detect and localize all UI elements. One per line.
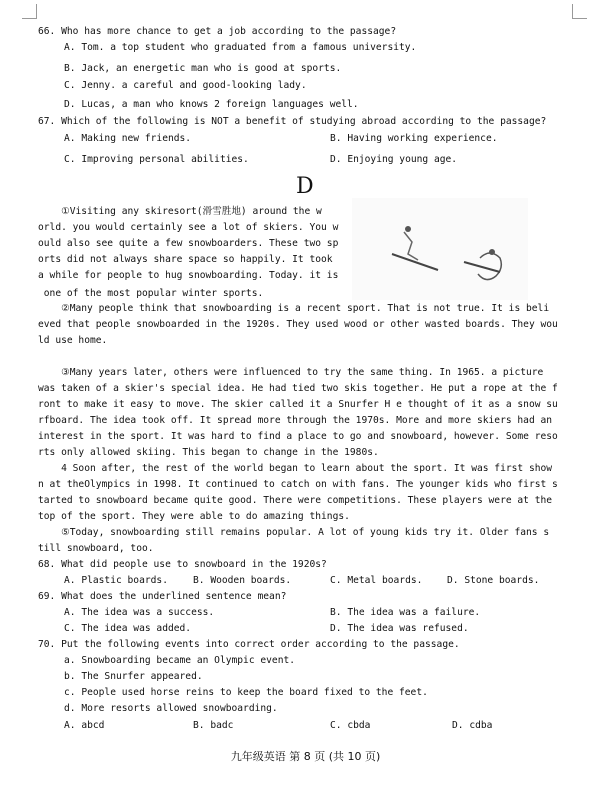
passage-p1-line2: orld. you would certainly see a lot of skiers. You w	[38, 222, 339, 233]
passage-p4-line1: 4 Soon after, the rest of the world began to learn about the sport. It was first show	[38, 463, 553, 474]
q69-option-c: C. The idea was added.	[64, 623, 192, 634]
q70-option-b: B. badc	[193, 720, 234, 731]
passage-p2-line2: eved that people snowboarded in the 1920s. They used wood or other wasted boards. They wou	[38, 319, 558, 330]
passage-p3-line1: ③Many years later, others were influenced to try the same thing. In 1965. a picture	[38, 367, 544, 378]
q70-event-d: d. More resorts allowed snowboarding.	[64, 703, 278, 714]
q70-event-a: a. Snowboarding became an Olympic event.	[64, 655, 296, 666]
passage-p1-line3: ould also see quite a few snowboarders. These two sp	[38, 238, 339, 249]
passage-p4-line4: top of the sport. They were able to do amazing things.	[38, 511, 350, 522]
q69-stem: 69. What does the underlined sentence mean?	[38, 591, 287, 602]
snowboarder-illustration	[352, 198, 528, 300]
q66-option-c: C. Jenny. a careful and good-looking lady.	[64, 80, 307, 91]
q67-option-d: D. Enjoying young age.	[330, 154, 458, 165]
passage-p3-line6: rts only allowed skiing. This began to change in the 1980s.	[38, 447, 379, 458]
q68-option-d: D. Stone boards.	[447, 575, 540, 586]
passage-p3-line3: ront to make it easy to move. The skier called it a Snurfer H e thought of it as a snow su	[38, 399, 558, 410]
passage-p3-line2: was taken of a skier's special idea. He had tied two skis together. He put a rope at the f	[38, 383, 558, 394]
corner-mark-top-left	[22, 4, 37, 19]
q67-stem: 67. Which of the following is NOT a benefit of studying abroad according to the passage?	[38, 116, 547, 127]
q66-stem: 66. Who has more chance to get a job according to the passage?	[38, 26, 397, 37]
q68-stem: 68. What did people use to snowboard in the 1920s?	[38, 559, 327, 570]
q67-option-c: C. Improving personal abilities.	[64, 154, 249, 165]
q67-option-a: A. Making new friends.	[64, 133, 192, 144]
q70-option-c: C. cbda	[330, 720, 371, 731]
q68-option-c: C. Metal boards.	[330, 575, 423, 586]
q69-option-d: D. The idea was refused.	[330, 623, 469, 634]
q68-option-a: A. Plastic boards.	[64, 575, 168, 586]
passage-p3-line4: rfboard. The idea took off. It spread more through the 1970s. More and more skiers had an	[38, 415, 553, 426]
q70-stem: 70. Put the following events into correct order according to the passage.	[38, 639, 460, 650]
passage-p2-line1: ②Many people think that snowboarding is a recent sport. That is not true. It is beli	[38, 303, 550, 314]
q70-option-d: D. cdba	[452, 720, 493, 731]
q66-option-d: D. Lucas, a man who knows 2 foreign languages well.	[64, 99, 359, 110]
q69-option-b: B. The idea was a failure.	[330, 607, 481, 618]
page-footer: 九年级英语 第 8 页 (共 10 页)	[230, 750, 381, 763]
q66-option-a: A. Tom. a top student who graduated from a famous university.	[64, 42, 417, 53]
passage-p5-line2: till snowboard, too.	[38, 543, 154, 554]
passage-p4-line2: n at theOlympics in 1998. It continued to catch on with fans. The younger kids who first s	[38, 479, 558, 490]
passage-p2-line3: ld use home.	[38, 335, 108, 346]
passage-p1-line6: one of the most popular winter sports.	[38, 288, 264, 299]
passage-p5-line1: ⑤Today, snowboarding still remains popular. A lot of young kids try it. Older fans s	[38, 527, 550, 538]
passage-p3-line5: interest in the sport. It was hard to find a place to go and snowboard, however. Some reso	[38, 431, 558, 442]
q70-event-c: c. People used horse reins to keep the board fixed to the feet.	[64, 687, 428, 698]
corner-mark-top-right	[572, 4, 587, 19]
q66-option-b: B. Jack, an energetic man who is good at sports.	[64, 63, 342, 74]
q67-option-b: B. Having working experience.	[330, 133, 498, 144]
q68-option-b: B. Wooden boards.	[193, 575, 292, 586]
passage-p1-line5: a while for people to hug snowboarding. Today. it is	[38, 270, 339, 281]
passage-p4-line3: tarted to snowboard became quite good. There were competitions. These players were at the	[38, 495, 553, 506]
passage-p1-line4: orts did not always share space so happily. It took	[38, 254, 333, 265]
q70-event-b: b. The Snurfer appeared.	[64, 671, 203, 682]
q70-option-a: A. abcd	[64, 720, 105, 731]
passage-p1-line1: ①Visiting any skiresort(滑雪胜地) around the w	[38, 206, 322, 217]
q69-option-a: A. The idea was a success.	[64, 607, 215, 618]
section-title: D	[296, 174, 314, 199]
